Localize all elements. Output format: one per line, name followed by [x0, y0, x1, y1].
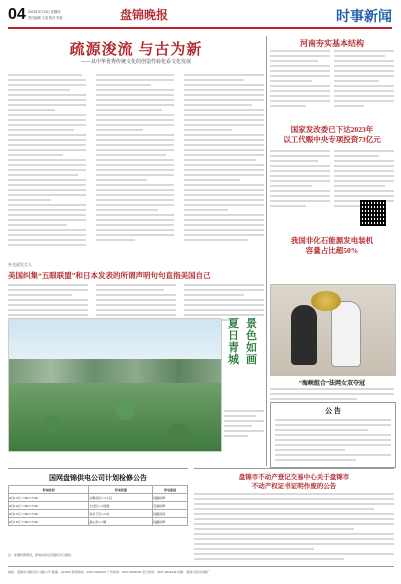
middle-left-article [8, 262, 264, 312]
editor-line: 责任编辑 王某 校对 李某 [28, 16, 63, 20]
player-figure-2 [331, 301, 361, 367]
bottom-right-title-2: 不动产权证书证明作废的公告 [251, 483, 337, 490]
lead-col-1 [8, 74, 86, 264]
table-title: 国网盘锦供电公司计划检修公告 [49, 474, 147, 482]
header-rule [8, 27, 392, 29]
table-cell: 双台子区××村 [89, 510, 153, 518]
tennis-photo [270, 284, 396, 376]
page-number: 04 [8, 6, 26, 23]
outage-table [8, 485, 188, 526]
notice-box [270, 402, 396, 468]
table-cell: 4月15日 7:00-17:00 [9, 510, 89, 518]
table-header: 停电时间 [9, 486, 89, 494]
right-top-title: 河南夯实基本结构 [300, 39, 364, 48]
table-header: 停电原因 [153, 486, 188, 494]
right-mid-title-2: 以工代赈中央专项投资73亿元 [283, 135, 381, 144]
section-title: 时事新闻 [336, 8, 392, 24]
lead-article [8, 32, 264, 262]
table-footnote: 注：如遇特殊情况，停电时间及范围将另行通知。 [8, 553, 75, 557]
photo-caption-1: 夏日青城 [228, 317, 239, 366]
table-cell: 盘山县××镇 [89, 518, 153, 526]
middle-left-title: 美国纠集“五眼联盟”和日本发表的所谓声明句句直指美国自己 [8, 271, 211, 280]
table-cell: 4月14日 7:00-17:00 [9, 502, 89, 510]
table-cell: 4月16日 7:00-17:00 [9, 518, 89, 526]
date-line: 2023年4月13日 星期四 [28, 10, 61, 14]
table-cell: 设备检修 [153, 502, 188, 510]
right-top-article [270, 36, 394, 96]
bottom-right-title-1: 盘锦市不动产登记交易中心关于盘锦市 [238, 474, 350, 481]
bottom-left-table-section [8, 468, 188, 561]
middle-left-label: 外交部发言人 [8, 262, 32, 267]
table-header: 停电范围 [89, 486, 153, 494]
trophy-icon [311, 291, 341, 311]
table-cell: 兴隆台区××小区 [89, 494, 153, 502]
right-low-title-2: 容量占比超50% [305, 246, 359, 255]
photo-caption-box [224, 318, 264, 450]
photo-caption-2: 景色如画 [246, 317, 257, 366]
table-row [9, 518, 188, 526]
table-cell: 大洼区××街道 [89, 502, 153, 510]
page-header [8, 6, 392, 34]
table-cell: 线路检修 [153, 518, 188, 526]
footer-text: 地址：盘锦市兴隆台区××路××号 邮编：124010 新闻热线：0427-2822222 广告热线：0427-2823333 发行热线：0427-2824444 印刷：盘锦日报社印刷厂 [8, 570, 211, 574]
qr-code-icon [360, 200, 386, 226]
table-row [9, 494, 188, 502]
lead-title: 疏源浚流 与古为新 [69, 42, 203, 58]
notice-title: 公 告 [325, 407, 341, 415]
lead-col-3 [184, 74, 264, 264]
page-footer [8, 566, 394, 579]
table-cell: 线路检修 [153, 494, 188, 502]
table-row [9, 510, 188, 518]
player-figure-1 [291, 305, 317, 365]
right-low-title-1: 我国非化石能源发电装机 [290, 236, 374, 245]
lead-col-2 [96, 74, 174, 264]
tennis-caption: “海峡组合”法网女双夺冠 [298, 381, 365, 387]
right-mid-title-1: 国家发改委已下达2023年 [290, 125, 374, 134]
masthead-logo: 盘锦晚报 [120, 8, 169, 22]
right-mid-article [270, 124, 394, 198]
right-low-article [270, 235, 394, 279]
column-divider [266, 36, 267, 466]
table-row [9, 502, 188, 510]
lake-photo [8, 318, 222, 452]
bottom-right-notice [194, 468, 394, 561]
table-cell: 线路改造 [153, 510, 188, 518]
lead-subtitle: ——从中华优秀传统文化的创造性转化看文化发展 [80, 59, 191, 65]
table-cell: 4月13日 7:00-17:00 [9, 494, 89, 502]
